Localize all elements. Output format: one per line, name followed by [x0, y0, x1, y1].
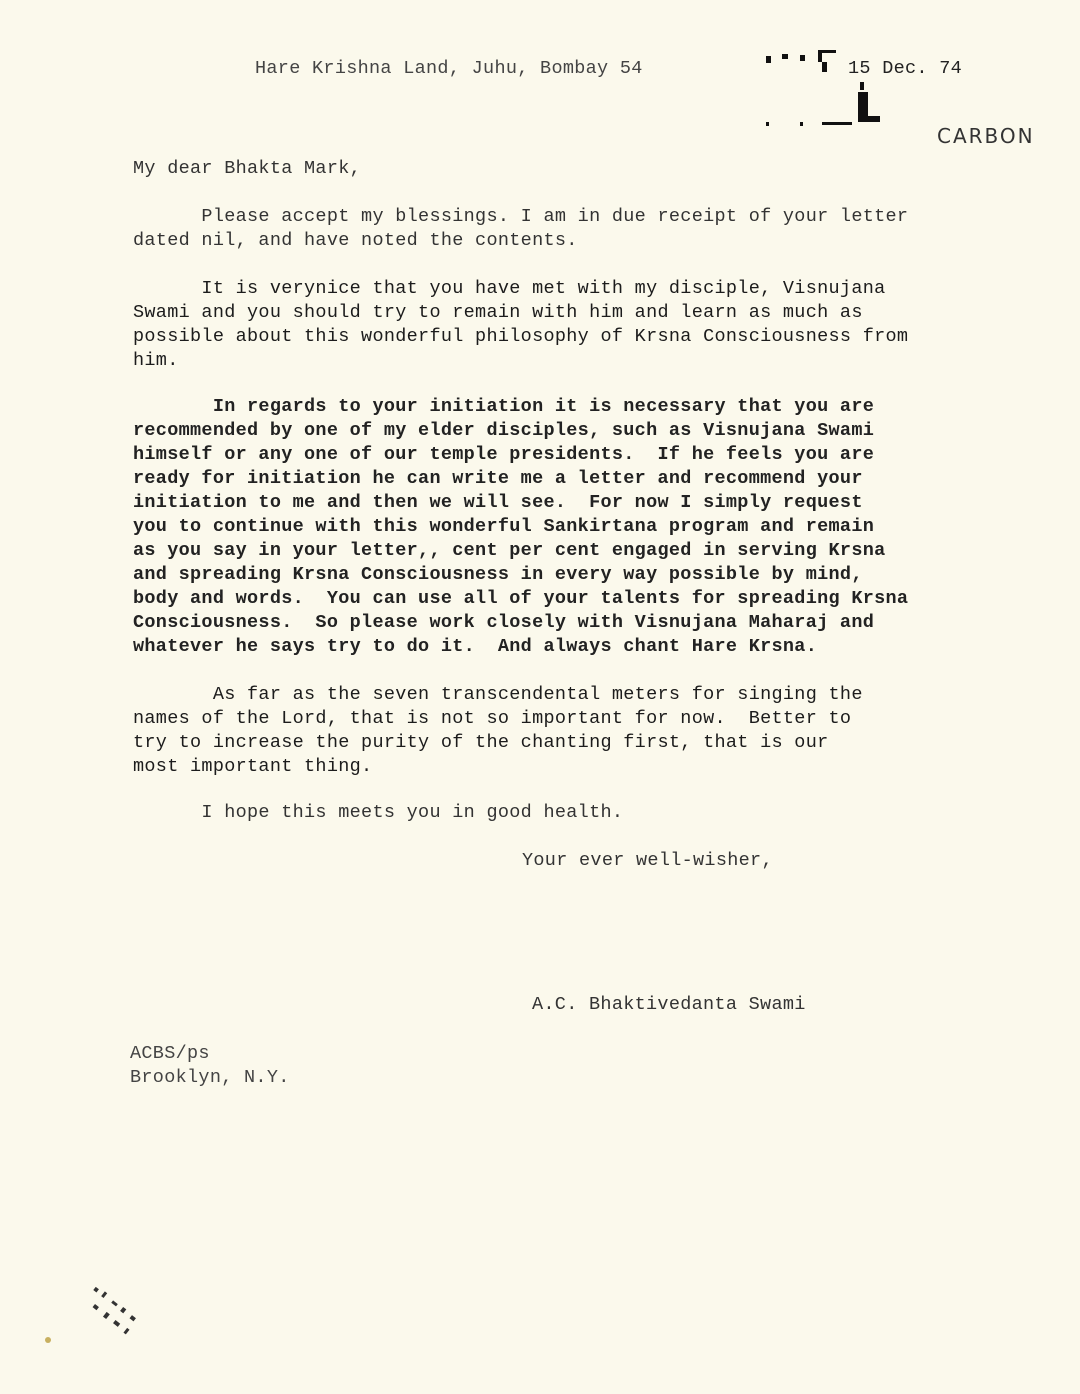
paragraph-line: you to continue with this wonderful Sankirtana program and remain: [133, 516, 875, 537]
letter-closing: Your ever well-wisher,: [522, 850, 773, 871]
paragraph-line: try to increase the purity of the chanting first, that is our: [133, 732, 829, 753]
letter-signature: A.C. Bhaktivedanta Swami: [532, 994, 806, 1015]
reference-initials: ACBS/ps: [130, 1043, 210, 1064]
paragraph-line: himself or any one of our temple presidents. If he feels you are: [133, 444, 875, 465]
carbon-label: CARBON: [937, 124, 1035, 148]
paragraph-line: ready for initiation he can write me a letter and recommend your: [133, 468, 863, 489]
paragraph-line: It is verynice that you have met with my disciple, Visnujana: [133, 278, 886, 299]
letter-paragraph: [133, 205, 1003, 253]
paragraph-line: most important thing.: [133, 756, 373, 777]
paragraph-line: recommended by one of my elder disciples, such as Visnujana Swami: [133, 420, 875, 441]
paragraph-line: possible about this wonderful philosophy of Krsna Consciousness from: [133, 326, 909, 347]
paragraph-line: Please accept my blessings. I am in due receipt of your letter: [133, 206, 909, 227]
letter-paragraph: [133, 277, 1003, 373]
reference-city: Brooklyn, N.Y.: [130, 1067, 290, 1088]
paragraph-line: initiation to me and then we will see. For now I simply request: [133, 492, 863, 513]
paragraph-line: whatever he says try to do it. And always chant Hare Krsna.: [133, 636, 818, 657]
paragraph-line: In regards to your initiation it is necessary that you are: [133, 396, 875, 417]
letter-address: Hare Krishna Land, Juhu, Bombay 54: [255, 58, 643, 79]
paragraph-line: as you say in your letter,, cent per cent engaged in serving Krsna: [133, 540, 886, 561]
paragraph-line: Swami and you should try to remain with him and learn as much as: [133, 302, 863, 323]
paragraph-line: body and words. You can use all of your talents for spreading Krsna: [133, 588, 909, 609]
paragraph-line: I hope this meets you in good health.: [133, 802, 624, 823]
paragraph-line: Consciousness. So please work closely with Visnujana Maharaj and: [133, 612, 875, 633]
paragraph-line: As far as the seven transcendental meters for singing the: [133, 684, 863, 705]
letter-date: 15 Dec. 74: [848, 58, 963, 79]
paragraph-line: dated nil, and have noted the contents.: [133, 230, 578, 251]
paragraph-line: names of the Lord, that is not so important for now. Better to: [133, 708, 852, 729]
paragraph-line: him.: [133, 350, 179, 371]
letter-salutation: My dear Bhakta Mark,: [133, 158, 362, 179]
letter-paragraph: [133, 395, 1003, 659]
paragraph-line: and spreading Krsna Consciousness in every way possible by mind,: [133, 564, 863, 585]
letter-paragraph: [133, 801, 1003, 825]
letter-paragraph: [133, 683, 1003, 779]
corner-stamp-mark: [44, 1280, 164, 1370]
